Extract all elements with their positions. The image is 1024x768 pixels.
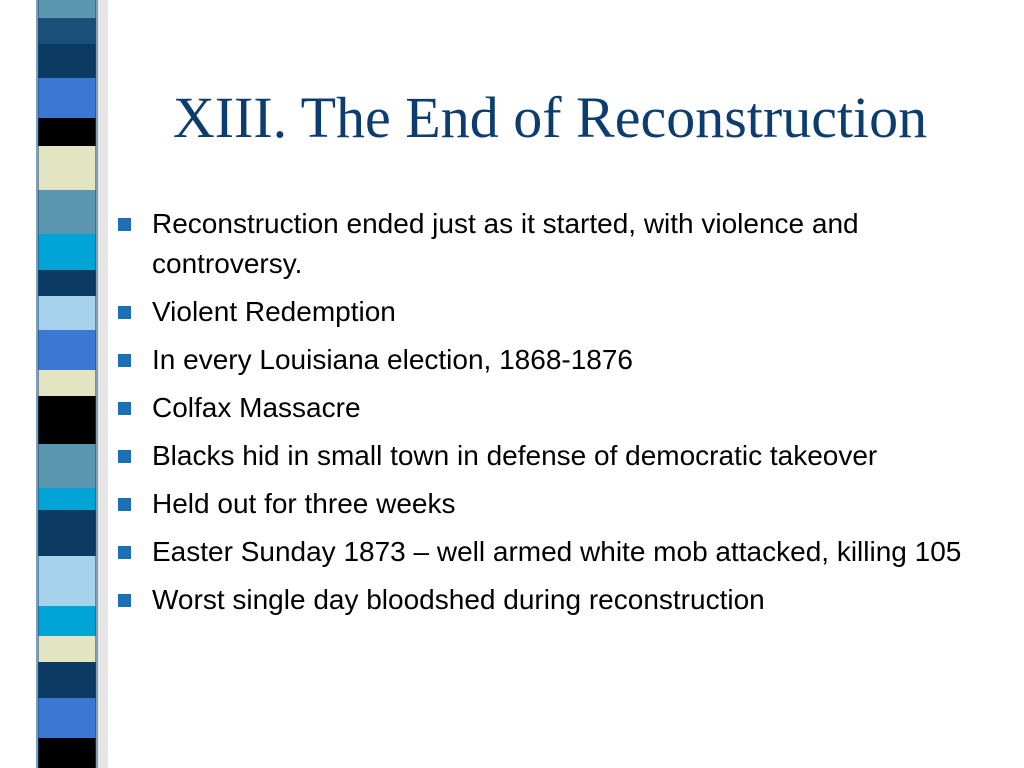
slide-title: XIII. The End of Reconstruction bbox=[172, 85, 928, 150]
bullet-item bbox=[114, 532, 1004, 572]
bullet-text: Easter Sunday 1873 – well armed white mob attacked, killing 105 bbox=[152, 536, 962, 567]
bullet-item bbox=[114, 292, 1004, 332]
bullet-item bbox=[114, 388, 1004, 428]
bullet-item bbox=[114, 436, 1004, 476]
bullet-text: Reconstruction ended just as it started, with violence and controversy. bbox=[152, 208, 859, 279]
bullet-text: Held out for three weeks bbox=[152, 488, 456, 519]
square-bullet-icon bbox=[118, 354, 131, 367]
bullet-text: Blacks hid in small town in defense of democratic takeover bbox=[152, 440, 878, 471]
bullet-list bbox=[114, 204, 1004, 628]
square-bullet-icon bbox=[118, 498, 131, 511]
bullet-text: In every Louisiana election, 1868-1876 bbox=[152, 344, 634, 375]
bullet-text: Worst single day bloodshed during reconstruction bbox=[152, 584, 765, 615]
bullet-text: Colfax Massacre bbox=[152, 392, 361, 423]
square-bullet-icon bbox=[118, 594, 131, 607]
square-bullet-icon bbox=[118, 546, 131, 559]
square-bullet-icon bbox=[118, 306, 131, 319]
bullet-item bbox=[114, 484, 1004, 524]
square-bullet-icon bbox=[118, 402, 131, 415]
square-bullet-icon bbox=[118, 218, 131, 231]
bullet-text: Violent Redemption bbox=[152, 296, 396, 327]
square-bullet-icon bbox=[118, 450, 131, 463]
bullet-item bbox=[114, 340, 1004, 380]
bullet-item bbox=[114, 204, 1004, 284]
stripe-left-column bbox=[38, 0, 96, 768]
bullet-item bbox=[114, 580, 1004, 620]
